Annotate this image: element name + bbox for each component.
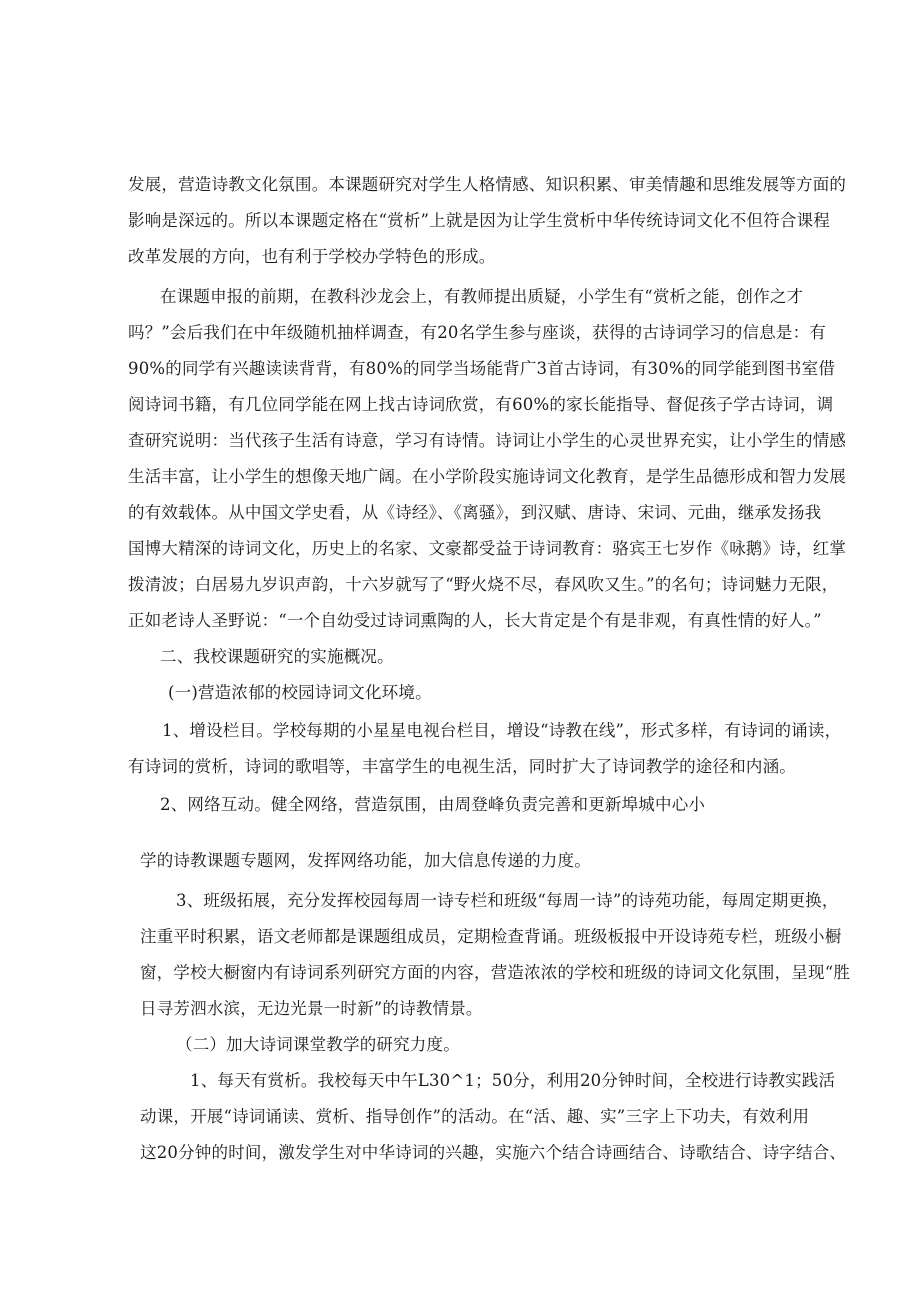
text-line: 1、增设栏目。学校每期的小星星电视台栏目，增设“诗教在线”，形式多样，有诗词的诵读， xyxy=(162,721,842,740)
text-line: 有诗词的赏析，诗词的歌唱等，丰富学生的电视生活，同时扩大了诗词教学的途径和内涵。 xyxy=(128,757,796,776)
text-line: 发展，营造诗教文化氛围。本课题研究对学生人格情感、知识积累、审美情趣和思维发展等方面的 xyxy=(128,175,847,194)
text-line: 日寻芳泗水滨，无边光景一时新”的诗教情景。 xyxy=(140,999,483,1018)
text-line: 在课题申报的前期，在教科沙龙会上，有教师提出质疑，小学生有“赏析之能，创作之才 xyxy=(160,287,804,306)
text-line: 影响是深远的。所以本课题定格在“赏析”上就是因为让学生赏析中华传统诗词文化不但符合课程 xyxy=(128,211,830,230)
text-line: 1、每天有赏析。我校每天中午L30^1；50分，利用20分钟时间，全校进行诗教实践活 xyxy=(190,1071,836,1090)
text-line: 生活丰富，让小学生的想像天地广阔。在小学阶段实施诗词文化教育，是学生品德形成和智力发展 xyxy=(128,467,847,486)
text-line: 吗？”会后我们在中年级随机抽样调查，有20名学生参与座谈，获得的古诗词学习的信息是：有 xyxy=(128,323,827,342)
text-line: 正如老诗人圣野说：“一个自幼受过诗词熏陶的人，长大肯定是个有是非观，有真性情的好人。” xyxy=(128,611,822,630)
text-line: 阅诗词书籍，有几位同学能在网上找古诗词欣赏，有60%的家长能指导、督促孩子学古诗词，调 xyxy=(128,395,834,414)
text-line: 90%的同学有兴趣读读背背，有80%的同学当场能背广3首古诗词，有30%的同学能到图书室借 xyxy=(128,359,836,378)
section-heading: 二、我校课题研究的实施概况。 xyxy=(160,647,394,666)
subsection-heading: （二）加大诗词课堂教学的研究力度。 xyxy=(176,1035,460,1054)
text-line: 学的诗教课题专题网，发挥网络功能，加大信息传递的力度。 xyxy=(140,851,591,870)
text-line: 拨清波；白居易九岁识声韵，十六岁就写了“野火烧不尽，春风吹又生。”的名句；诗词魅力无限， xyxy=(128,575,839,594)
text-line: 这20分钟的时间，激发学生对中华诗词的兴趣，实施六个结合诗画结合、诗歌结合、诗字结合、 xyxy=(140,1143,847,1162)
text-line: 改革发展的方向，也有利于学校办学特色的形成。 xyxy=(128,247,496,266)
text-line: 的有效载体。从中国文学史看，从《诗经》、《离骚》，到汉赋、唐诗、宋词、元曲，继承发扬我 xyxy=(128,503,822,522)
text-line: 窗，学校大橱窗内有诗词系列研究方面的内容，营造浓浓的学校和班级的诗词文化氛围，呈现“胜 xyxy=(140,963,851,982)
text-line: 3、班级拓展，充分发挥校园每周一诗专栏和班级“每周一诗”的诗苑功能，每周定期更换， xyxy=(176,891,839,910)
text-line: 注重平时积累，语文老师都是课题组成员，定期检查背诵。班级板报中开设诗苑专栏，班级小橱 xyxy=(140,927,842,946)
subsection-heading: (一)营造浓郁的校园诗词文化环境。 xyxy=(168,683,432,702)
text-line: 查研究说明：当代孩子生活有诗意，学习有诗情。诗词让小学生的心灵世界充实，让小学生的情感 xyxy=(128,431,847,450)
text-line: 动课，开展“诗词诵读、赏析、指导创作”的活动。在“活、趣、实”三字上下功夫，有效利用 xyxy=(140,1107,810,1126)
text-line: 2、网络互动。健全网络，营造氛围，由周登峰负责完善和更新埠城中心小 xyxy=(160,795,706,814)
text-line: 国博大精深的诗词文化，历史上的名家、文豪都受益于诗词教育：骆宾王七岁作《咏鹅》诗，红掌 xyxy=(128,539,847,558)
